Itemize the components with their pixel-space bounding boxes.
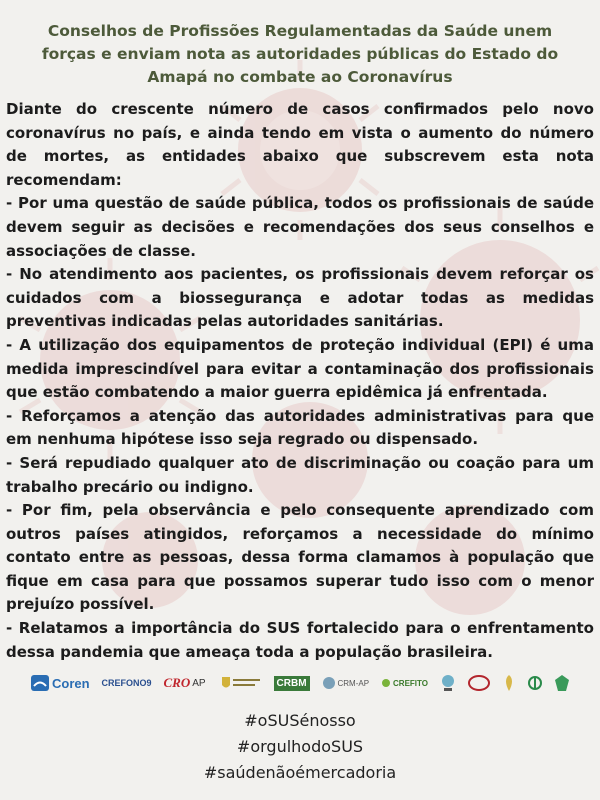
emblem-logo — [502, 672, 516, 694]
recommendation-item: - Será repudiado qualquer ato de discriminação ou coação para um trabalho precário ou indigno. — [6, 453, 594, 496]
emblem-logo — [440, 672, 456, 694]
cro-region-text: AP — [192, 677, 206, 689]
crest-logo — [218, 672, 262, 694]
hashtag: #oSUSénosso — [244, 711, 356, 730]
recommendation-item: - Por fim, pela observância e pelo consequente aprendizado com outros países atingidos, reforçamos a necessidade do mínimo contato entre as pessoas, dessa forma clamamos à população que fique em casa para que possamos superar tudo isso com o menor prejuízo possível. — [6, 501, 594, 614]
crbm-logo-text: CRBM — [274, 676, 310, 691]
hashtags — [0, 708, 600, 786]
crefito-logo-text: CREFITO — [393, 678, 428, 688]
intro-paragraph: Diante do crescente número de casos confirmados pelo novo coronavírus no país, e ainda tendo em vista o aumento do número de mortes, as entidades abaixo que subscrevem esta nota recomendam: — [6, 100, 594, 189]
cro-logo-text: CRO — [163, 675, 191, 690]
crefono-logo — [102, 672, 152, 694]
recommendation-item: - Por uma questão de saúde pública, todos os profissionais de saúde devem seguir as decisões e recomendações dos seus conselhos e associações de classe. — [6, 194, 594, 260]
crbm-logo — [274, 672, 310, 694]
emblem-logo — [468, 672, 490, 694]
crm-logo — [322, 672, 370, 694]
recommendation-item: - A utilização dos equipamentos de proteção individual (EPI) é uma medida imprescindível para evitar a contaminação dos profissionais que estão combatendo a maior guerra epidêmica já enfrentada. — [6, 335, 594, 402]
coren-logo — [30, 672, 90, 694]
council-logos-row — [30, 668, 570, 698]
recommendation-item: - Relatamos a importância do SUS fortalecido para o enfrentamento dessa pandemia que ameaça toda a população brasileira. — [6, 619, 594, 661]
hashtag: #saúdenãoémercadoria — [203, 763, 397, 782]
crefono-logo-text: CREFONO9 — [101, 678, 152, 688]
emblem-logo — [528, 672, 542, 694]
recommendation-item: - No atendimento aos pacientes, os profissionais devem reforçar os cuidados com a biossegurança e adotar todas as medidas preventivas indicadas pelas autoridades sanitárias. — [6, 265, 594, 331]
crefito-logo — [381, 672, 428, 694]
hashtag: #orgulhodoSUS — [236, 737, 364, 756]
note-body — [6, 98, 594, 664]
emblem-logo — [554, 672, 570, 694]
cro-logo — [164, 672, 206, 694]
coren-logo-text: Coren — [52, 675, 90, 691]
page-title: Conselhos de Profissões Regulamentadas da Saúde unem forças e enviam nota as autoridades públicas do Estado do Amapá no combate ao Coronavírus — [41, 22, 559, 86]
recommendation-item: - Reforçamos a atenção das autoridades administrativas para que em nenhuma hipótese isso seja regrado ou dispensado. — [6, 406, 594, 449]
crm-logo-text: CRM-AP — [337, 678, 370, 688]
